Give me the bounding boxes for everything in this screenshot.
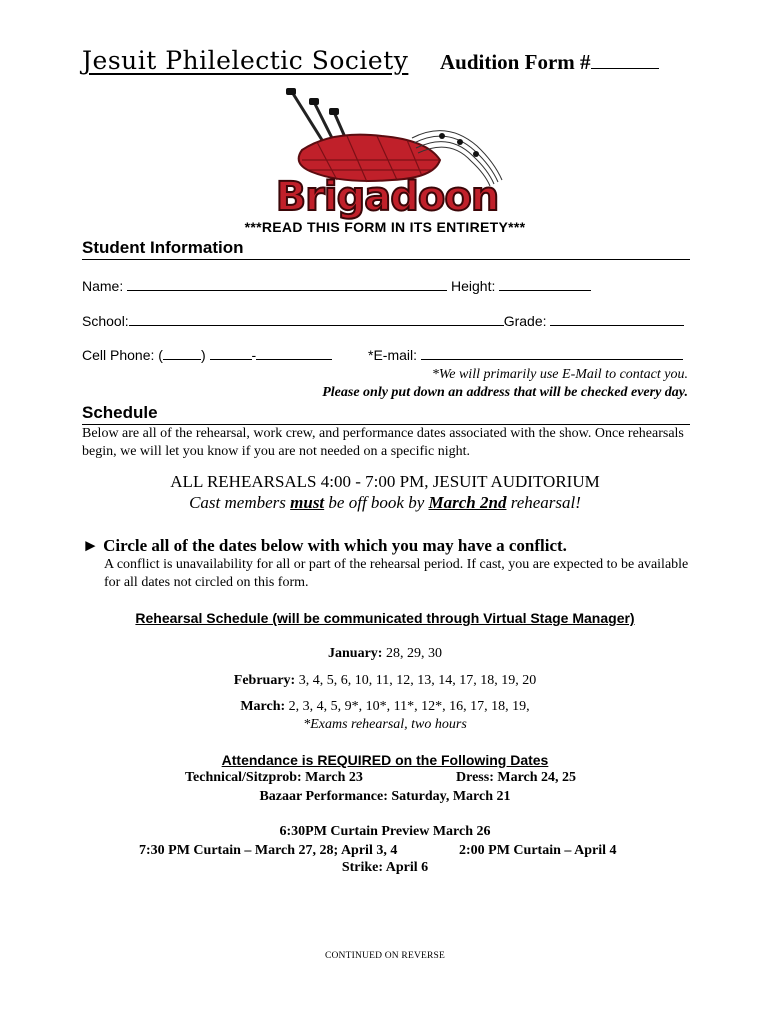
name-label: Name: <box>82 278 124 294</box>
attendance-required-heading: Attendance is REQUIRED on the Following Dates <box>221 752 549 768</box>
march-dates[interactable] <box>0 699 770 715</box>
off-book-text-b: be off book by <box>324 493 429 512</box>
cell-phone-row <box>82 347 332 363</box>
off-book-text-c: rehearsal! <box>506 493 581 512</box>
schedule-intro: Below are all of the rehearsal, work crew, and performance dates associated with the show. Once rehearsals begin, we will let you know if you are not needed on a specific night. <box>82 426 684 459</box>
grade-label: Grade: <box>503 313 547 329</box>
school-field[interactable] <box>129 313 504 326</box>
conflict-definition: A conflict is unavailability for all or part of the rehearsal period. If cast, you are expected to be available for all dates not circled on this form. <box>104 557 689 590</box>
january-dates[interactable] <box>0 646 770 662</box>
email-row <box>368 347 683 363</box>
email-note: *We will primarily use E-Mail to contact you. <box>431 367 688 382</box>
cell-phone-dash: - <box>251 347 257 363</box>
area-code-field[interactable] <box>163 347 201 360</box>
march-date-list[interactable]: 2, 3, 4, 5, 9*, 10*, 11*, 12*, 16, 17, 18, 19, <box>285 699 530 714</box>
email-field[interactable] <box>421 347 683 360</box>
february-date-list[interactable]: 3, 4, 5, 6, 10, 11, 12, 13, 14, 17, 18, 19, 20 <box>295 673 537 688</box>
form-number-blank[interactable] <box>591 52 659 69</box>
rehearsal-schedule-heading: Rehearsal Schedule (will be communicated through Virtual Stage Manager) <box>135 610 635 626</box>
audition-form-number <box>440 50 659 75</box>
society-title: Jesuit Philelectic Society <box>82 46 409 75</box>
student-info-heading: Student Information <box>82 238 690 260</box>
dress-label: Dress <box>456 770 490 785</box>
name-height-row <box>82 278 591 294</box>
off-book-date: March 2nd <box>428 493 507 512</box>
continued-on-reverse: CONTINUED ON REVERSE <box>324 951 446 961</box>
february-label: February: <box>233 673 296 688</box>
february-dates[interactable] <box>0 673 770 689</box>
grade-field[interactable] <box>550 313 684 326</box>
read-form-notice: ***READ THIS FORM IN ITS ENTIRETY*** <box>244 219 526 235</box>
form-number-label: Audition Form # <box>440 50 591 74</box>
exams-note: *Exams rehearsal, two hours <box>303 717 467 732</box>
schedule-heading: Schedule <box>82 403 690 425</box>
dress-rehearsal-dates <box>456 770 576 786</box>
cell-phone-label: Cell Phone: ( <box>82 347 163 363</box>
school-label: School: <box>82 313 129 329</box>
email-label: *E-mail: <box>368 347 418 363</box>
brigadoon-logo <box>262 80 512 220</box>
phone-prefix-field[interactable] <box>210 347 252 360</box>
march-label: March: <box>240 699 286 714</box>
off-book-must: must <box>290 493 325 512</box>
brigadoon-logo-text: Brigadoon <box>275 174 499 220</box>
evening-curtain-dates: 7:30 PM Curtain – March 27, 28; April 3, 4 <box>139 843 398 858</box>
name-field[interactable] <box>127 278 447 291</box>
off-book-text-a: Cast members <box>189 493 291 512</box>
email-note-checked-daily: Please only put down an address that will be checked every day. <box>322 385 688 400</box>
cell-phone-paren: ) <box>200 347 206 363</box>
school-grade-row <box>82 313 684 329</box>
dress-dates: : March 24, 25 <box>489 770 577 785</box>
rehearsal-time: ALL REHEARSALS 4:00 - 7:00 PM, JESUIT AUDITORIUM <box>170 472 600 491</box>
strike-date: Strike: April 6 <box>341 860 429 875</box>
circle-conflicts-title: ► Circle all of the dates below with which you may have a conflict. <box>82 536 567 555</box>
january-label: January: <box>328 646 383 661</box>
height-field[interactable] <box>499 278 591 291</box>
height-label: Height: <box>451 278 496 294</box>
bazaar-performance: Bazaar Performance: Saturday, March 21 <box>259 789 511 804</box>
off-book-notice <box>0 493 770 513</box>
technical-sitzprob-date: Technical/Sitzprob: March 23 <box>185 770 363 785</box>
matinee-curtain-date: 2:00 PM Curtain – April 4 <box>459 843 617 858</box>
phone-line-field[interactable] <box>256 347 332 360</box>
january-date-list[interactable]: 28, 29, 30 <box>382 646 442 661</box>
curtain-preview: 6:30PM Curtain Preview March 26 <box>279 824 491 839</box>
